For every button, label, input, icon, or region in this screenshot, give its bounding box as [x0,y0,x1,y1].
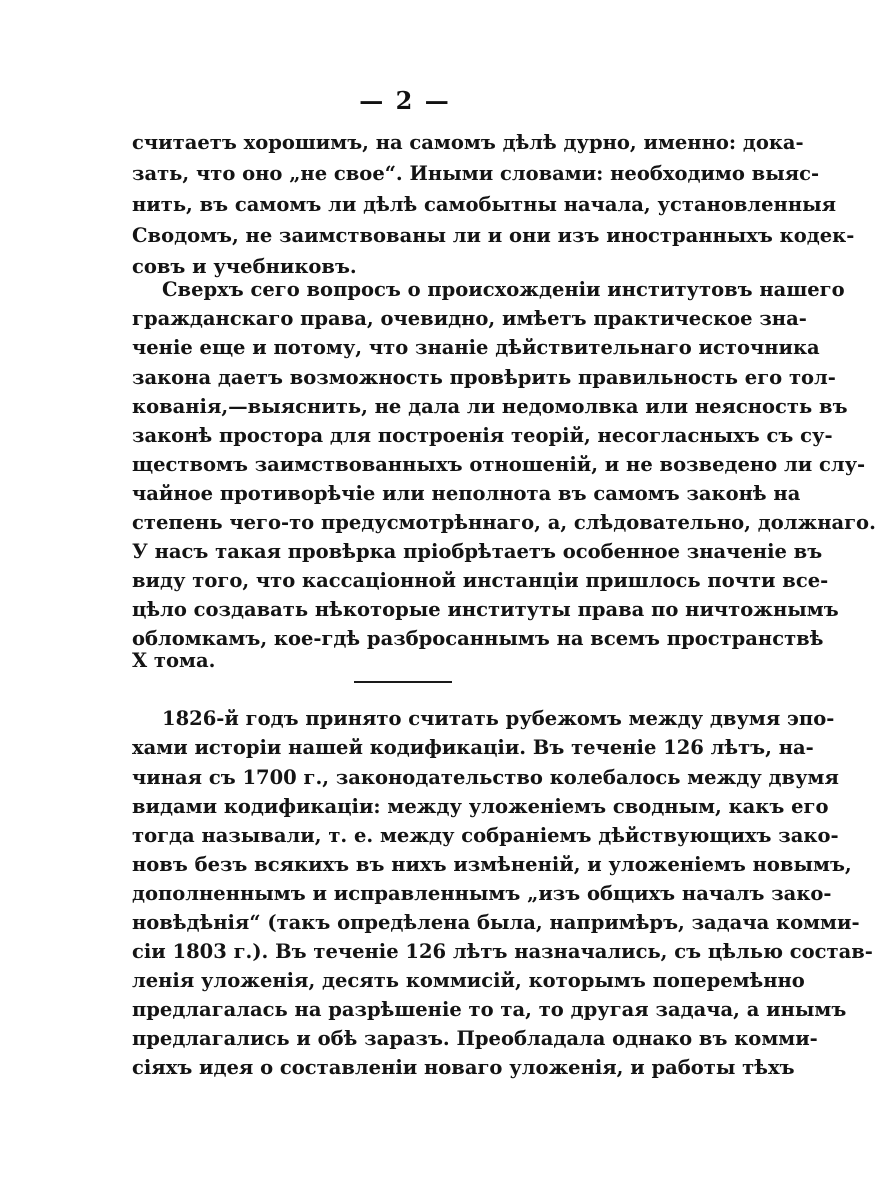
text-line: ленія уложенія, десять коммисій, которымъ поперемѣнно [132,969,805,992]
text-line: новъ безъ всякихъ въ нихъ измѣненій, и уложеніемъ новымъ, [132,853,852,876]
text-line: предлагалась на разрѣшеніе то та, то другая задача, а инымъ [132,998,847,1021]
text-line: гражданскаго права, очевидно, имѣетъ практическое зна- [132,307,807,330]
text-line: Сводомъ, не заимствованы ли и они изъ иностранныхъ кодек- [132,224,855,247]
text-line: виду того, что кассаціонной инстанціи пришлось почти все- [132,569,829,592]
text-line: сіяхъ идея о составленіи новаго уложенія, и работы тѣхъ [132,1056,795,1079]
text-line: тогда называли, т. е. между собраніемъ дѣйствующихъ зако- [132,824,839,847]
text-line: чиная съ 1700 г., законодательство колебалось между двумя [132,766,839,789]
text-line: степень чего-то предусмотрѣннаго, а, слѣдовательно, должнаго. [132,511,876,534]
text-line: Сверхъ сего вопросъ о происхожденіи институтовъ нашего [162,278,845,301]
section-divider [354,681,452,683]
text-line: ченіе еще и потому, что знаніе дѣйствительнаго источника [132,336,820,359]
text-line: предлагались и обѣ заразъ. Преобладала однако въ комми- [132,1027,818,1050]
text-line: 1826-й годъ принято считать рубежомъ между двумя эпо- [162,707,835,730]
page-number: — 2 — [359,86,451,115]
text-line: дополненнымъ и исправленнымъ „изъ общихъ началъ зако- [132,882,832,905]
text-line: считаетъ хорошимъ, на самомъ дѣлѣ дурно, именно: дока- [132,131,804,154]
text-line: новѣдѣнія“ (такъ опредѣлена была, напримѣръ, задача комми- [132,911,860,934]
text-line: совъ и учебниковъ. [132,255,357,278]
text-line: закона даетъ возможность провѣрить правильность его тол- [132,366,836,389]
text-line: обломкамъ, кое-гдѣ разбросаннымъ на всемъ пространствѣ [132,627,824,650]
text-line: X тома. [132,649,216,672]
text-line: У насъ такая провѣрка пріобрѣтаетъ особенное значеніе въ [132,540,823,563]
text-line: чайное противорѣчіе или неполнота въ самомъ законѣ на [132,482,801,505]
text-line: цѣло создавать нѣкоторые институты права по ничтожнымъ [132,598,839,621]
text-line: хами исторіи нашей кодификаціи. Въ теченіе 126 лѣтъ, на- [132,736,814,759]
text-line: нить, въ самомъ ли дѣлѣ самобытны начала, установленныя [132,193,837,216]
text-line: ществомъ заимствованныхъ отношеній, и не возведено ли слу- [132,453,866,476]
text-line: законѣ простора для построенія теорій, несогласныхъ съ су- [132,424,833,447]
text-line: видами кодификаціи: между уложеніемъ сводным, какъ его [132,795,829,818]
text-line: сіи 1803 г.). Въ теченіе 126 лѣтъ назначались, съ цѣлью состав- [132,940,873,963]
text-line: кованія,—выяснить, не дала ли недомолвка или неясность въ [132,395,848,418]
text-line: зать, что оно „не свое“. Иными словами: необходимо выяс- [132,162,820,185]
